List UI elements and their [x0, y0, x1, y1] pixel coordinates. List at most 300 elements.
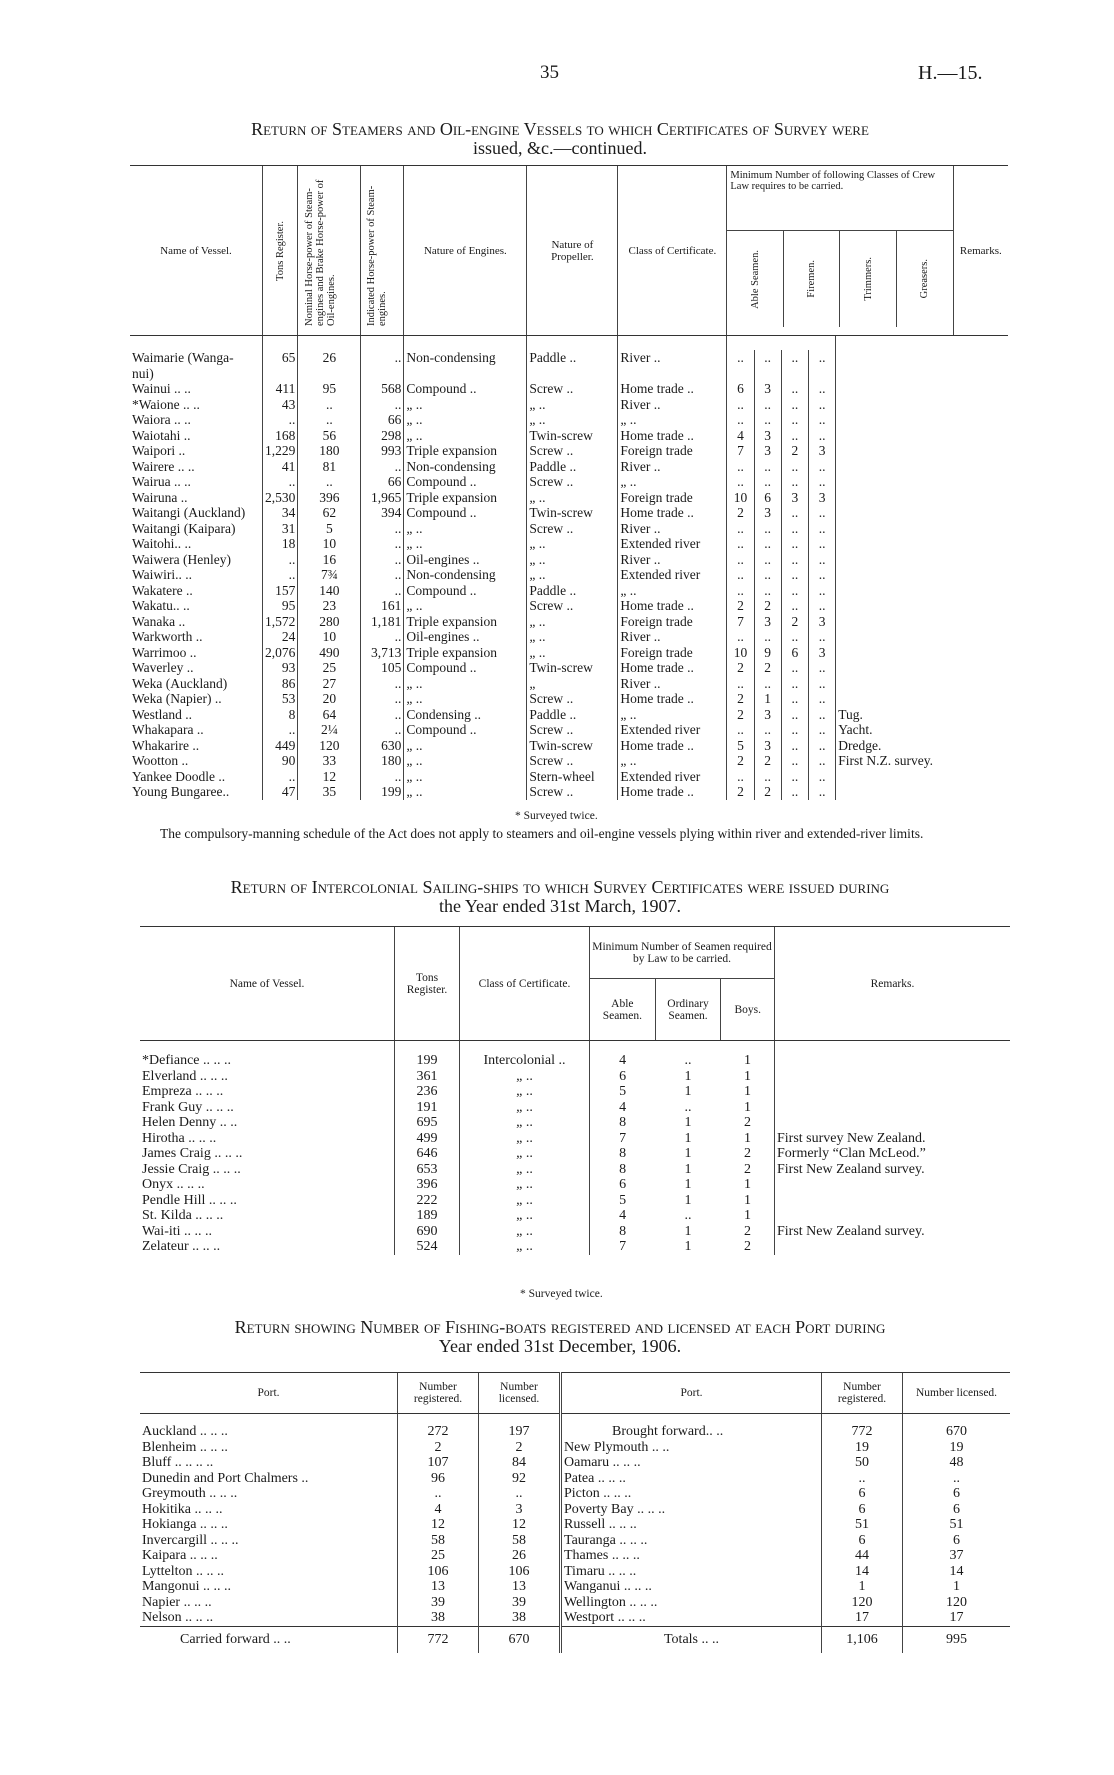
- vessel-name: Wainui .. ..: [132, 381, 191, 396]
- col-sailing-group: Minimum Number of Seamen required by Law to be carried.: [590, 927, 775, 979]
- table-row: [130, 443, 1008, 459]
- boys: 1: [743, 1068, 751, 1084]
- indicated-horse-power: ..: [361, 769, 404, 785]
- firemen: 9: [754, 645, 781, 661]
- totals-licensed: 995: [903, 1626, 1011, 1653]
- vessel-name: Hirotha .. .. ..: [142, 1130, 217, 1146]
- tons-register: 90: [263, 753, 298, 769]
- remarks: [836, 412, 953, 428]
- greasers: ..: [809, 583, 836, 599]
- remarks: Dredge.: [836, 738, 953, 754]
- boys: 1: [743, 1099, 751, 1115]
- table-row: [140, 1193, 1010, 1209]
- tons-register: 41: [263, 459, 298, 475]
- crew-cells: [727, 583, 836, 599]
- trimmers: ..: [781, 397, 808, 413]
- table-row: [140, 1533, 1010, 1549]
- page-number: 35: [540, 62, 559, 83]
- class-of-certificate: Foreign trade: [618, 614, 727, 630]
- indicated-horse-power: 3,713: [361, 645, 404, 661]
- table-row: [130, 629, 1008, 645]
- class-of-certificate: „ ..: [618, 753, 727, 769]
- col-registered-left: Number registered.: [398, 1373, 479, 1414]
- greasers: [809, 366, 836, 382]
- number-registered: 272: [398, 1414, 479, 1440]
- crew-cells: [727, 567, 836, 583]
- able-seamen: 6: [590, 1069, 656, 1085]
- number-licensed: 670: [903, 1414, 1011, 1440]
- tons-register: 95: [263, 598, 298, 614]
- remarks: [836, 505, 953, 521]
- vessel-name: Waiora .. ..: [132, 412, 191, 427]
- crew-values: [727, 583, 835, 599]
- trimmers: 3: [781, 490, 808, 506]
- remarks: [836, 660, 953, 676]
- table-row: [140, 1610, 1010, 1626]
- able-seamen: ..: [737, 551, 744, 567]
- table-row: [140, 1579, 1010, 1595]
- number-registered: 58: [398, 1533, 479, 1549]
- col-sailing-tons: Tons Register.: [395, 927, 460, 1041]
- col-sailing-boys: Boys.: [721, 979, 775, 1041]
- indicated-horse-power: ..: [361, 691, 404, 707]
- firemen: ..: [754, 583, 781, 599]
- crew-cells: [727, 428, 836, 444]
- crew-row: [727, 753, 835, 769]
- crew-row: [727, 567, 835, 583]
- greasers: 3: [809, 645, 836, 661]
- nominal-horse-power: 140: [298, 583, 361, 599]
- remarks: [836, 645, 953, 661]
- sailing-body: [140, 1041, 1010, 1255]
- crew-row: [727, 505, 835, 521]
- able-seamen: 2: [737, 691, 744, 706]
- col-engines: Nature of Engines.: [404, 166, 527, 336]
- sailing-footnote: * Surveyed twice.: [520, 1288, 603, 1300]
- crew-cells: [727, 660, 836, 676]
- vessel-name: Waverley ..: [132, 660, 194, 675]
- boys: 1: [743, 1208, 751, 1223]
- crew-cells: [727, 521, 836, 537]
- vessel-name: Waiwera (Henley): [132, 551, 231, 567]
- nature-of-engines: Condensing ..: [404, 707, 527, 723]
- tons-register: 168: [263, 428, 298, 444]
- tons-register: 499: [395, 1131, 460, 1147]
- vessel-name: Waitangi (Kaipara): [132, 520, 236, 536]
- table-row: [130, 660, 1008, 676]
- greasers: ..: [809, 521, 836, 537]
- nature-of-engines: Non-condensing: [404, 336, 527, 366]
- table-row: [140, 1486, 1010, 1502]
- col-crew-group: Minimum Number of following Classes of Crew Law requires to be carried. Able Seamen. Firemen. Trimmers. Greasers.: [727, 166, 953, 336]
- firemen: 3: [754, 738, 781, 754]
- tons-register: 1,572: [263, 614, 298, 630]
- trimmers: ..: [781, 350, 808, 366]
- number-registered: 2: [398, 1440, 479, 1456]
- table-row: [140, 1564, 1010, 1580]
- greasers: ..: [809, 753, 836, 769]
- greasers: ..: [809, 505, 836, 521]
- class-of-certificate: River ..: [618, 521, 727, 537]
- able-seamen: ..: [737, 458, 744, 474]
- indicated-horse-power: 1,965: [361, 490, 404, 506]
- vessel-name: Waitangi (Auckland): [132, 505, 246, 520]
- nature-of-propeller: „ ..: [527, 567, 618, 583]
- trimmers: ..: [781, 598, 808, 614]
- boys: 2: [743, 1115, 751, 1130]
- remarks: [836, 614, 953, 630]
- nature-of-engines: Triple expansion: [404, 443, 527, 459]
- trimmers: ..: [781, 505, 808, 521]
- class-of-certificate: „ ..: [460, 1100, 590, 1116]
- number-registered: 120: [822, 1595, 903, 1611]
- nominal-horse-power: 64: [298, 707, 361, 723]
- crew-cells: [727, 769, 836, 785]
- number-registered: 17: [822, 1610, 903, 1626]
- class-of-certificate: River ..: [618, 629, 727, 645]
- vessel-name: Wakatere ..: [132, 582, 193, 598]
- steamers-footnote: * Surveyed twice.: [515, 810, 598, 822]
- col-class: Class of Certificate.: [618, 166, 727, 336]
- able-seamen: 2: [737, 598, 744, 613]
- trimmers: ..: [781, 660, 808, 676]
- crew-cells: [727, 738, 836, 754]
- number-licensed: 197: [479, 1414, 561, 1440]
- nature-of-propeller: Screw ..: [527, 691, 618, 707]
- firemen: ..: [754, 722, 781, 738]
- nominal-horse-power: 16: [298, 552, 361, 568]
- able-seamen: 8: [590, 1146, 656, 1162]
- crew-row: [727, 676, 835, 692]
- port-name: Russell .. .. ..: [561, 1517, 822, 1533]
- col-port-right: Port.: [561, 1373, 822, 1414]
- nature-of-propeller: „ ..: [527, 614, 618, 630]
- greasers: ..: [809, 536, 836, 552]
- nature-of-engines: Compound ..: [404, 583, 527, 599]
- remarks: [836, 552, 953, 568]
- greasers: ..: [809, 691, 836, 707]
- remarks: [775, 1208, 1011, 1224]
- nominal-horse-power: 396: [298, 490, 361, 506]
- class-of-certificate: „ ..: [460, 1193, 590, 1209]
- crew-values: [727, 598, 835, 614]
- steamers-subtitle: issued, &c.—continued.: [473, 138, 647, 158]
- able-seamen: 5: [590, 1084, 656, 1100]
- indicated-horse-power: ..: [361, 521, 404, 537]
- remarks: [836, 474, 953, 490]
- able-seamen: 4: [590, 1041, 656, 1069]
- remarks: Tug.: [836, 707, 953, 723]
- number-registered: 39: [398, 1595, 479, 1611]
- remarks: [775, 1239, 1011, 1255]
- ordinary-seamen: ..: [684, 1053, 692, 1068]
- crew-row: [727, 397, 835, 413]
- port-name: Thames .. .. ..: [561, 1548, 822, 1564]
- nature-of-engines: „ ..: [404, 536, 527, 552]
- crew-values: [727, 614, 835, 630]
- nominal-horse-power: 23: [298, 598, 361, 614]
- table-row: [130, 490, 1008, 506]
- table-row: [130, 536, 1008, 552]
- class-of-certificate: Foreign trade: [618, 443, 727, 459]
- tons-register: [263, 366, 298, 382]
- port-name: Wanganui .. .. ..: [561, 1579, 822, 1595]
- able-seamen: ..: [737, 629, 744, 644]
- nature-of-propeller: Screw ..: [527, 474, 618, 490]
- class-of-certificate: River ..: [618, 336, 727, 366]
- crew-cells: [727, 443, 836, 459]
- nature-of-engines: Compound ..: [404, 505, 527, 521]
- ordinary-seamen: 1: [684, 1239, 692, 1254]
- crew-values: [727, 645, 835, 661]
- number-registered: 6: [822, 1533, 903, 1549]
- indicated-horse-power: ..: [361, 707, 404, 723]
- number-registered: 19: [822, 1440, 903, 1456]
- crew-row: [727, 366, 835, 382]
- greasers: 3: [809, 443, 836, 459]
- able-seamen: 6: [590, 1177, 656, 1193]
- crew-row: [727, 428, 835, 444]
- vessel-name: Weka (Auckland): [132, 675, 228, 691]
- nature-of-propeller: Screw ..: [527, 784, 618, 800]
- class-of-certificate: Extended river: [618, 536, 727, 552]
- able-seamen: ..: [737, 768, 744, 784]
- col-remarks: Remarks.: [953, 166, 1008, 336]
- number-licensed: 3: [479, 1502, 561, 1518]
- table-row: [140, 1595, 1010, 1611]
- crew-values: [727, 676, 835, 692]
- tons-register: 31: [263, 521, 298, 537]
- remarks: [836, 784, 953, 800]
- trimmers: ..: [781, 412, 808, 428]
- table-row: [130, 428, 1008, 444]
- col-indicated-hp: Indicated Horse-power of Steam-engines.: [361, 166, 404, 336]
- number-licensed: ..: [903, 1471, 1011, 1487]
- port-name: Oamaru .. .. ..: [561, 1455, 822, 1471]
- nominal-horse-power: 81: [298, 459, 361, 475]
- table-row: [140, 1100, 1010, 1116]
- number-registered: 96: [398, 1471, 479, 1487]
- vessel-name: Elverland .. .. ..: [142, 1068, 228, 1084]
- able-seamen: 2: [737, 753, 744, 768]
- class-of-certificate: „ ..: [460, 1239, 590, 1255]
- crew-cells: [727, 381, 836, 397]
- crew-values: [727, 753, 835, 769]
- table-row: [130, 567, 1008, 583]
- number-licensed: 13: [479, 1579, 561, 1595]
- greasers: ..: [809, 784, 836, 800]
- able-seamen: ..: [737, 520, 744, 536]
- crew-values: [727, 784, 835, 800]
- table-row: [130, 691, 1008, 707]
- greasers: ..: [809, 381, 836, 397]
- fishing-subtitle: Year ended 31st December, 1906.: [438, 1336, 682, 1356]
- greasers: ..: [809, 707, 836, 723]
- port-name: Bluff .. .. .. ..: [142, 1455, 214, 1470]
- trimmers: ..: [781, 676, 808, 692]
- greasers: ..: [809, 350, 836, 366]
- table-row: [140, 1440, 1010, 1456]
- vessel-name: Westland ..: [132, 706, 193, 722]
- tons-register: 157: [263, 583, 298, 599]
- firemen: 3: [754, 614, 781, 630]
- nominal-horse-power: 12: [298, 769, 361, 785]
- nature-of-propeller: „ ..: [527, 629, 618, 645]
- able-seamen: 4: [737, 427, 744, 443]
- col-greasers: Greasers.: [897, 231, 953, 327]
- class-of-certificate: „ ..: [460, 1162, 590, 1178]
- nature-of-propeller: Paddle ..: [527, 707, 618, 723]
- indicated-horse-power: 298: [361, 428, 404, 444]
- greasers: 3: [809, 614, 836, 630]
- tons-register: ..: [263, 722, 298, 738]
- firemen: ..: [754, 350, 781, 366]
- firemen: ..: [754, 521, 781, 537]
- trimmers: [781, 366, 808, 382]
- indicated-horse-power: 105: [361, 660, 404, 676]
- trimmers: ..: [781, 707, 808, 723]
- tons-register: ..: [263, 552, 298, 568]
- indicated-horse-power: 568: [361, 381, 404, 397]
- nature-of-engines: Compound ..: [404, 722, 527, 738]
- greasers: ..: [809, 552, 836, 568]
- vessel-name: St. Kilda .. .. ..: [142, 1208, 224, 1223]
- nature-of-engines: Triple expansion: [404, 645, 527, 661]
- tons-register: ..: [263, 567, 298, 583]
- number-registered: 4: [398, 1502, 479, 1518]
- crew-values: [727, 738, 835, 754]
- crew-values: [727, 366, 835, 382]
- class-of-certificate: Home trade ..: [618, 738, 727, 754]
- col-registered-right: Number registered.: [822, 1373, 903, 1414]
- indicated-horse-power: ..: [361, 722, 404, 738]
- col-licensed-left: Number licensed.: [479, 1373, 561, 1414]
- indicated-horse-power: 66: [361, 412, 404, 428]
- table-row: [140, 1548, 1010, 1564]
- crew-row: [727, 521, 835, 537]
- crew-cells: [727, 784, 836, 800]
- table-row: [130, 552, 1008, 568]
- indicated-horse-power: 394: [361, 505, 404, 521]
- remarks: [775, 1100, 1011, 1116]
- col-sailing-ordinary: Ordinary Seamen.: [655, 979, 721, 1041]
- remarks: [836, 598, 953, 614]
- number-licensed: 37: [903, 1548, 1011, 1564]
- able-seamen: 7: [737, 613, 744, 629]
- crew-cells: [727, 412, 836, 428]
- firemen: 2: [754, 784, 781, 800]
- able-seamen: 7: [590, 1239, 656, 1255]
- vessel-name: Weka (Napier) ..: [132, 691, 222, 706]
- class-of-certificate: [618, 366, 727, 382]
- nature-of-engines: Triple expansion: [404, 490, 527, 506]
- nature-of-engines: „ ..: [404, 753, 527, 769]
- crew-cells: [727, 645, 836, 661]
- crew-cells: [727, 629, 836, 645]
- number-registered: 6: [822, 1502, 903, 1518]
- indicated-horse-power: ..: [361, 336, 404, 366]
- firemen: ..: [754, 676, 781, 692]
- class-of-certificate: Home trade ..: [618, 598, 727, 614]
- class-of-certificate: Foreign trade: [618, 490, 727, 506]
- nature-of-propeller: Twin-screw: [527, 505, 618, 521]
- nature-of-propeller: „ ..: [527, 412, 618, 428]
- able-seamen: 7: [737, 443, 744, 458]
- vessel-name: Onyx .. .. ..: [142, 1177, 205, 1192]
- class-of-certificate: „ ..: [460, 1131, 590, 1147]
- col-propeller: Nature of Propeller.: [527, 166, 618, 336]
- port-name: Mangonui .. .. ..: [142, 1579, 232, 1594]
- indicated-horse-power: 199: [361, 784, 404, 800]
- remarks: [836, 567, 953, 583]
- vessel-name: *Defiance .. .. ..: [142, 1053, 232, 1068]
- greasers: ..: [809, 474, 836, 490]
- vessel-name: Helen Denny .. ..: [142, 1115, 238, 1130]
- crew-cells: [727, 397, 836, 413]
- number-licensed: 106: [479, 1564, 561, 1580]
- table-row: [140, 1239, 1010, 1255]
- totals-label: Totals .. ..: [561, 1626, 822, 1653]
- number-registered: ..: [398, 1486, 479, 1502]
- nature-of-engines: „ ..: [404, 676, 527, 692]
- tons-register: 8: [263, 707, 298, 723]
- nominal-horse-power: 33: [298, 753, 361, 769]
- trimmers: 6: [781, 645, 808, 661]
- firemen: [754, 366, 781, 382]
- able-seamen: 5: [737, 737, 744, 753]
- nature-of-engines: Non-condensing: [404, 567, 527, 583]
- class-of-certificate: „ ..: [460, 1146, 590, 1162]
- crew-values: [727, 552, 835, 568]
- crew-cells: [727, 490, 836, 506]
- crew-values: [727, 412, 835, 428]
- nature-of-engines: Compound ..: [404, 660, 527, 676]
- port-name: Lyttelton .. .. ..: [142, 1563, 225, 1579]
- remarks: [775, 1115, 1011, 1131]
- crew-row: [727, 784, 835, 800]
- col-tons: Tons Register.: [263, 166, 298, 336]
- table-row: [140, 1517, 1010, 1533]
- table-row: [130, 412, 1008, 428]
- number-licensed: 39: [479, 1595, 561, 1611]
- port-name: Invercargill .. .. ..: [142, 1532, 239, 1548]
- ordinary-seamen: 1: [684, 1084, 692, 1099]
- nominal-horse-power: 10: [298, 629, 361, 645]
- nature-of-propeller: Paddle ..: [527, 583, 618, 599]
- greasers: ..: [809, 412, 836, 428]
- vessel-name: Wairua .. ..: [132, 474, 191, 489]
- table-row: [130, 336, 1008, 366]
- crew-cells: [727, 691, 836, 707]
- table-row: [140, 1115, 1010, 1131]
- crew-row: [727, 381, 835, 397]
- nature-of-propeller: „ ..: [527, 552, 618, 568]
- crew-cells: [727, 474, 836, 490]
- able-seamen: ..: [737, 536, 744, 551]
- vessel-name: Wairuna ..: [132, 489, 188, 505]
- tons-register: 411: [263, 381, 298, 397]
- crew-values: [727, 769, 835, 785]
- crew-row: [727, 412, 835, 428]
- nature-of-engines: [404, 366, 527, 382]
- number-licensed: 120: [903, 1595, 1011, 1611]
- crew-values: [727, 722, 835, 738]
- port-name: Blenheim .. .. ..: [142, 1439, 228, 1455]
- vessel-name: Warkworth ..: [132, 629, 203, 644]
- tons-register: ..: [263, 474, 298, 490]
- boys: 2: [743, 1161, 751, 1177]
- col-vessel-name: Name of Vessel.: [130, 166, 263, 336]
